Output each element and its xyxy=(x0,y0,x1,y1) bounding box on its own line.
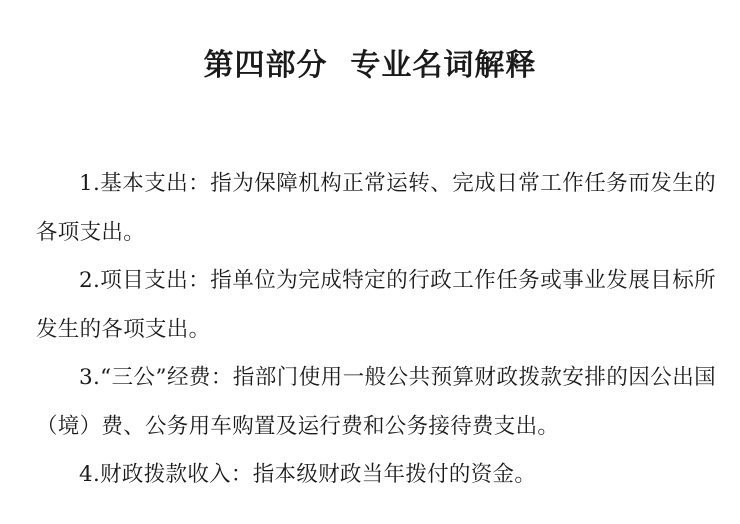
definitions-list xyxy=(36,160,716,500)
definition-three-public-expenses: 3.“三公”经费：指部门使用一般公共预算财政拨款安排的因公出国（境）费、公务用车购置及运行费和公务接待费支出。 xyxy=(36,365,716,439)
section-title: 第四部分 专业名词解释 xyxy=(203,48,537,83)
definition-basic-expenditure: 1.基本支出：指为保障机构正常运转、完成日常工作任务而发生的各项支出。 xyxy=(36,171,716,245)
definition-project-expenditure: 2.项目支出：指单位为完成特定的行政工作任务或事业发展目标所发生的各项支出。 xyxy=(36,268,716,342)
definition-fiscal-appropriation-income: 4.财政拨款收入：指本级财政当年拨付的资金。 xyxy=(79,462,537,487)
